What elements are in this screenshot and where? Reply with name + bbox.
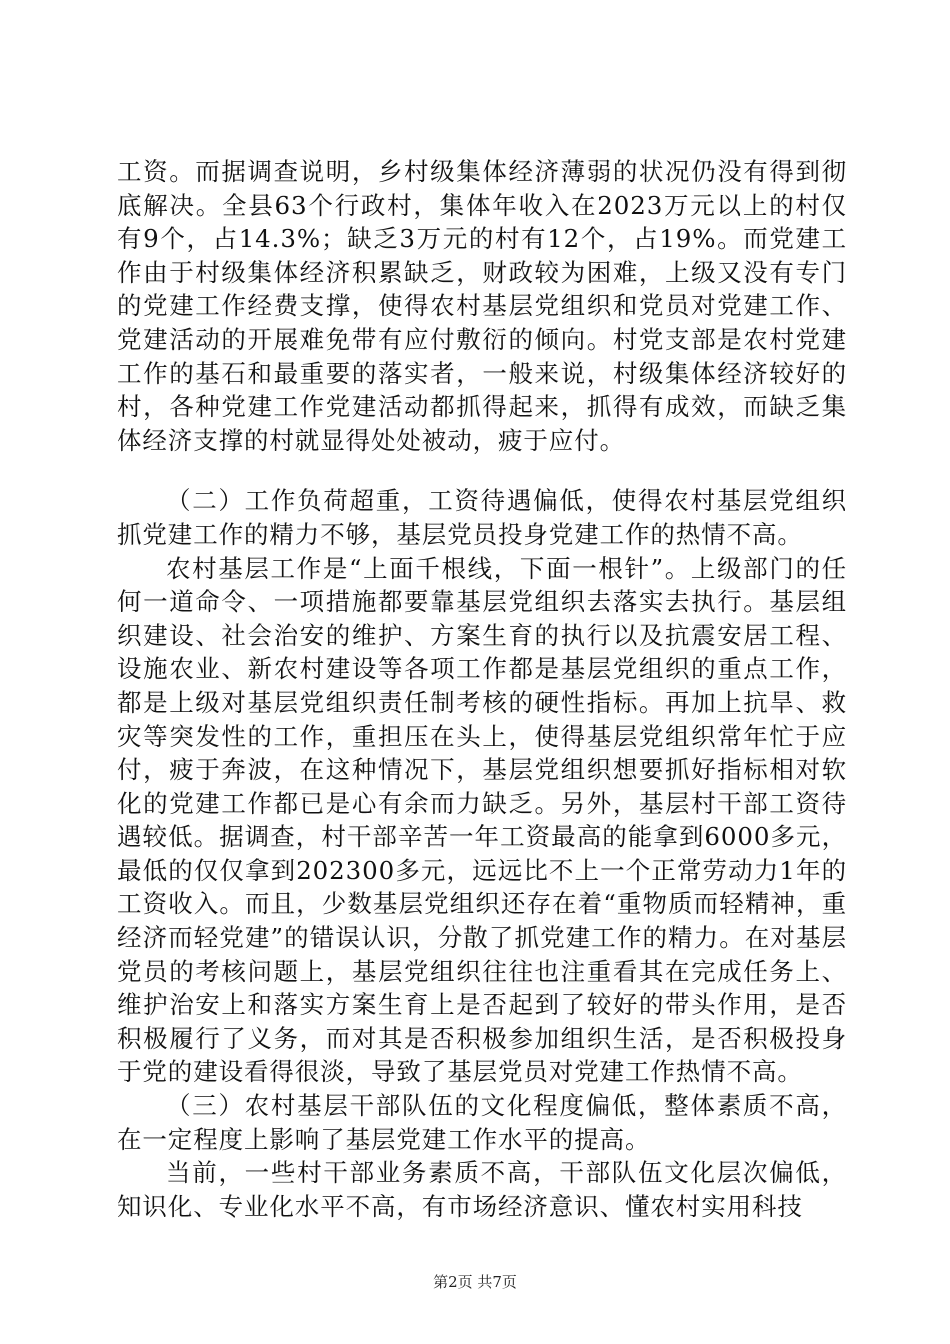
page-number: 第2页 共7页 <box>433 1273 517 1291</box>
section-heading-3: （三）农村基层干部队伍的文化程度偏低，整体素质不高，在一定程度上影响了基层党建工作水平的提高。 <box>117 1091 847 1154</box>
document-body <box>117 155 847 1223</box>
paragraph-continuation: 工资。而据调查说明，乡村级集体经济薄弱的状况仍没有得到彻底解决。全县63个行政村，集体年收入在2023万元以上的村仅有9个，占14.3%；缺乏3万元的村有12个，占19%。而党建工作由于村级集体经济积累缺乏，财政较为困难，上级又没有专门的党建工作经费支撑，使得农村基层党组织和党员对党建工作、党建活动的开展难免带有应付敷衍的倾向。村党支部是农村党建工作的基石和最重要的落实者，一般来说，村级集体经济较好的村，各种党建工作党建活动都抓得起来，抓得有成效，而缺乏集体经济支撑的村就显得处处被动，疲于应付。 <box>117 157 847 455</box>
paragraph-section-2: 农村基层工作是“上面千根线，下面一根针”。上级部门的任何一道命令、一项措施都要靠基层党组织去落实去执行。基层组织建设、社会治安的维护、方案生育的执行以及抗震安居工程、设施农业、新农村建设等各项工作都是基层党组织的重点工作，都是上级对基层党组织责任制考核的硬性指标。再加上抗旱、救灾等突发性的工作，重担压在头上，使得基层党组织常年忙于应付，疲于奔波，在这种情况下，基层党组织想要抓好指标相对软化的党建工作都已是心有余而力缺乏。另外，基层村干部工资待遇较低。据调查，村干部辛苦一年工资最高的能拿到6000多元，最低的仅仅拿到202300多元，远远比不上一个正常劳动力1年的工资收入。而且，少数基层党组织还存在着“重物质而轻精神，重经济而轻党建”的错误认识，分散了抓党建工作的精力。在对基层党员的考核问题上，基层党组织往往也注重看其在完成任务上、维护治安上和落实方案生育上是否起到了较好的带头作用，是否积极履行了义务，而对其是否积极参加组织生活，是否积极投身于党的建设看得很淡，导致了基层党员对党建工作热情不高。 <box>117 553 847 1087</box>
section-heading-2: （二）工作负荷超重，工资待遇偏低，使得农村基层党组织抓党建工作的精力不够，基层党员投身党建工作的热情不高。 <box>117 486 847 549</box>
paragraph-section-3: 当前，一些村干部业务素质不高，干部队伍文化层次偏低，知识化、专业化水平不高，有市场经济意识、懂农村实用科技 <box>117 1158 847 1221</box>
